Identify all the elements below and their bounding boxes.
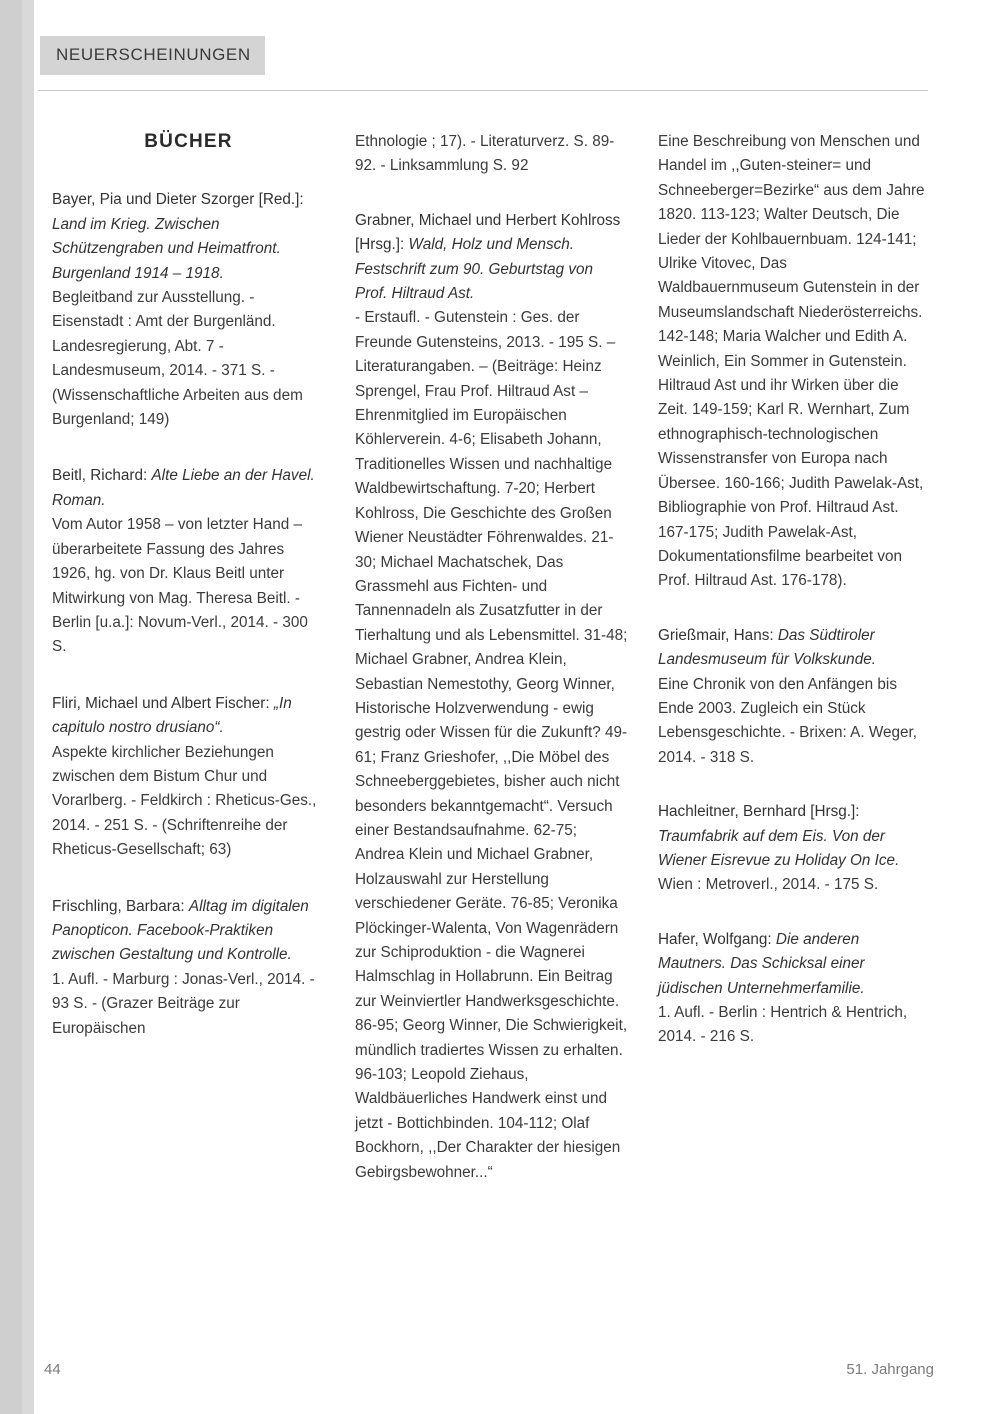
entry-heading xyxy=(658,624,931,673)
entry-body: Aspekte kirchlicher Beziehungen zwischen dem Bistum Chur und Vorarlberg. - Feldkirch : Rheticus-Ges., 2014. - 251 S. - (Schriftenreihe der Rheticus-Gesellschaft; 63) xyxy=(52,743,317,859)
bibliography-entry-continued xyxy=(658,130,931,594)
entry-heading xyxy=(355,209,628,307)
bibliography-entry xyxy=(52,188,325,432)
bibliography-entry xyxy=(658,624,931,770)
text-columns xyxy=(52,130,932,1310)
bibliography-entry xyxy=(658,928,931,1050)
entry-body: Eine Beschreibung von Menschen und Handel im ,,Guten-steiner= und Schneeberger=Bezirke“ aus dem Jahre 1820. 113-123; Walter Deutsch, Die Lieder der Kohlbauernbuam. 124-141; Ulrike Vitovec, Das Waldbauernmuseum Gutenstein in der Museumslandschaft Niederösterreichs. 142-148; Maria Walcher und Edith A. Weinlich, Ein Sommer in Gutenstein. Hiltraud Ast und ihr Wirken über die Zeit. 149-159; Karl R. Wernhart, Zum ethnographisch-technologischen Wissenstransfer von Europa nach Übersee. 160-166; Judith Pawelak-Ast, Bibliographie von Prof. Hiltraud Ast. 167-175; Judith Pawelak-Ast, Dokumentationsfilme bearbeitet von Prof. Hiltraud Ast. 176-178). xyxy=(658,133,925,590)
column-two xyxy=(355,130,628,1310)
entry-body: 1. Aufl. - Marburg : Jonas-Verl., 2014. - 93 S. - (Grazer Beiträge zur Europäischen xyxy=(52,970,315,1037)
entry-heading xyxy=(658,928,931,1001)
entry-heading xyxy=(52,188,325,286)
column-three xyxy=(658,130,931,1310)
bibliography-entry xyxy=(52,464,325,659)
entry-body: Ethnologie ; 17). - Literaturverz. S. 89-92. - Linksammlung S. 92 xyxy=(355,133,615,175)
entry-title: Land im Krieg. Zwischen Schützengraben und Heimatfront. Burgenland 1914 – 1918. xyxy=(52,215,281,282)
entry-heading xyxy=(658,800,931,873)
entry-body: 1. Aufl. - Berlin : Hentrich & Hentrich, 2014. - 216 S. xyxy=(658,1004,908,1046)
entry-heading xyxy=(52,692,325,741)
entry-author: Frischling, Barbara: xyxy=(52,897,189,915)
entry-title: Alltag im digitalen Panopticon. Facebook-Praktiken zwischen Gestaltung und Kontrolle. xyxy=(52,897,309,964)
entry-author: Beitl, Richard: xyxy=(52,467,152,485)
entry-author: Hachleitner, Bernhard [Hrsg.]: xyxy=(658,803,860,821)
section-title: BÜCHER xyxy=(144,131,233,152)
entry-heading xyxy=(52,895,325,968)
running-head: NEUERSCHEINUNGEN xyxy=(40,36,265,75)
entry-title: Traumfabrik auf dem Eis. Von der Wiener Eisrevue zu Holiday On Ice. xyxy=(658,827,900,869)
bibliography-entry xyxy=(52,692,325,863)
entry-title: Alte Liebe an der Havel. Roman. xyxy=(52,467,315,509)
page-gutter-inner xyxy=(0,0,22,1414)
entry-title: Wald, Holz und Mensch. Festschrift zum 90. Geburtstag von Prof. Hiltraud Ast. xyxy=(355,236,594,303)
entry-author: Bayer, Pia und Dieter Szorger [Red.]: xyxy=(52,191,304,209)
entry-author: Grießmair, Hans: xyxy=(658,626,778,644)
entry-author: Fliri, Michael und Albert Fischer: xyxy=(52,694,274,712)
bibliography-entry-continued xyxy=(355,130,628,179)
entry-heading xyxy=(52,464,325,513)
entry-body: Vom Autor 1958 – von letzter Hand – überarbeitete Fassung des Jahres 1926, hg. von Dr. Klaus Beitl unter Mitwirkung von Mag. Theresa Beitl. - Berlin [u.a.]: Novum-Verl., 2014. - 300 S. xyxy=(52,516,308,656)
entry-body: Wien : Metroverl., 2014. - 175 S. xyxy=(658,876,879,894)
bibliography-entry xyxy=(658,800,931,898)
entry-body: - Erstaufl. - Gutenstein : Ges. der Freunde Gutensteins, 2013. - 195 S. – Literaturangaben. – (Beiträge: Heinz Sprengel, Frau Prof. Hiltraud Ast – Ehrenmitglied im Europäischen Köhlerverein. 4-6; Elisabeth Johann, Traditionelles Wissen und nachhaltige Waldbewirtschaftung. 7-20; Herbert Kohlross, Die Geschichte des Großen Wiener Neustädter Föhrenwaldes. 21-30; Michael Machatschek, Das Grassmehl aus Fichten- und Tannennadeln als Zusatzfutter in der Tierhaltung und als Lebensmittel. 31-48; Michael Grabner, Andrea Klein, Sebastian Nemestothy, Georg Winner, Historische Holzverwendung - ewig gestrig oder Wissen für die Zukunft? 49-61; Franz Grieshofer, ,,Die Möbel des Schneeberggebietes, bisher auch nicht besonders bekanntgemacht“. Versuch einer Bestandsaufnahme. 62-75; Andrea Klein und Michael Grabner, Holzauswahl zur Herstellung verschiedener Geräte. 76-85; Veronika Plöckinger-Walenta, Von Wagenrädern zur Schiproduktion - die Wagnerei Halmschlag in Hollabrunn. Ein Beitrag zur Weinviertler Handwerksgeschichte. 86-95; Georg Winner, Die Schwierigkeit, mündlich tradiertes Wissen zu erhalten. 96-103; Leopold Ziehaus, Waldbäuerliches Handwerk einst und jetzt - Bottichbinden. 104-112; Olaf Bockhorn, ,,Der Charakter der hiesigen Gebirgsbewohner...“ xyxy=(355,309,628,1181)
page-gutter-shadow xyxy=(0,0,34,1414)
entry-author: Grabner, Michael und Herbert Kohlross [Hrsg.]: xyxy=(355,211,621,254)
entry-title: Das Südtiroler Landesmuseum für Volkskunde. xyxy=(658,626,876,669)
entry-author: Hafer, Wolfgang: xyxy=(658,930,776,948)
entry-title: Die anderen Mautners. Das Schicksal einer jüdischen Unternehmerfamilie. xyxy=(658,930,865,997)
bibliography-entry xyxy=(52,895,325,1041)
volume-label: 51. Jahrgang xyxy=(846,1361,934,1378)
column-one xyxy=(52,130,325,1310)
entry-body: Eine Chronik von den Anfängen bis Ende 2003. Zugleich ein Stück Lebensgeschichte. - Brixen: A. Weger, 2014. - 318 S. xyxy=(658,675,918,766)
page-number: 44 xyxy=(44,1361,61,1378)
bibliography-entry xyxy=(355,209,628,1185)
entry-title: „In capitulo nostro drusiano“. xyxy=(52,694,292,737)
header-divider xyxy=(38,90,928,91)
entry-body: Begleitband zur Ausstellung. - Eisenstadt : Amt der Burgenländ. Landesregierung, Abt. 7 - Landesmuseum, 2014. - 371 S. - (Wissenschaftliche Arbeiten aus dem Burgenland; 149) xyxy=(52,289,303,429)
